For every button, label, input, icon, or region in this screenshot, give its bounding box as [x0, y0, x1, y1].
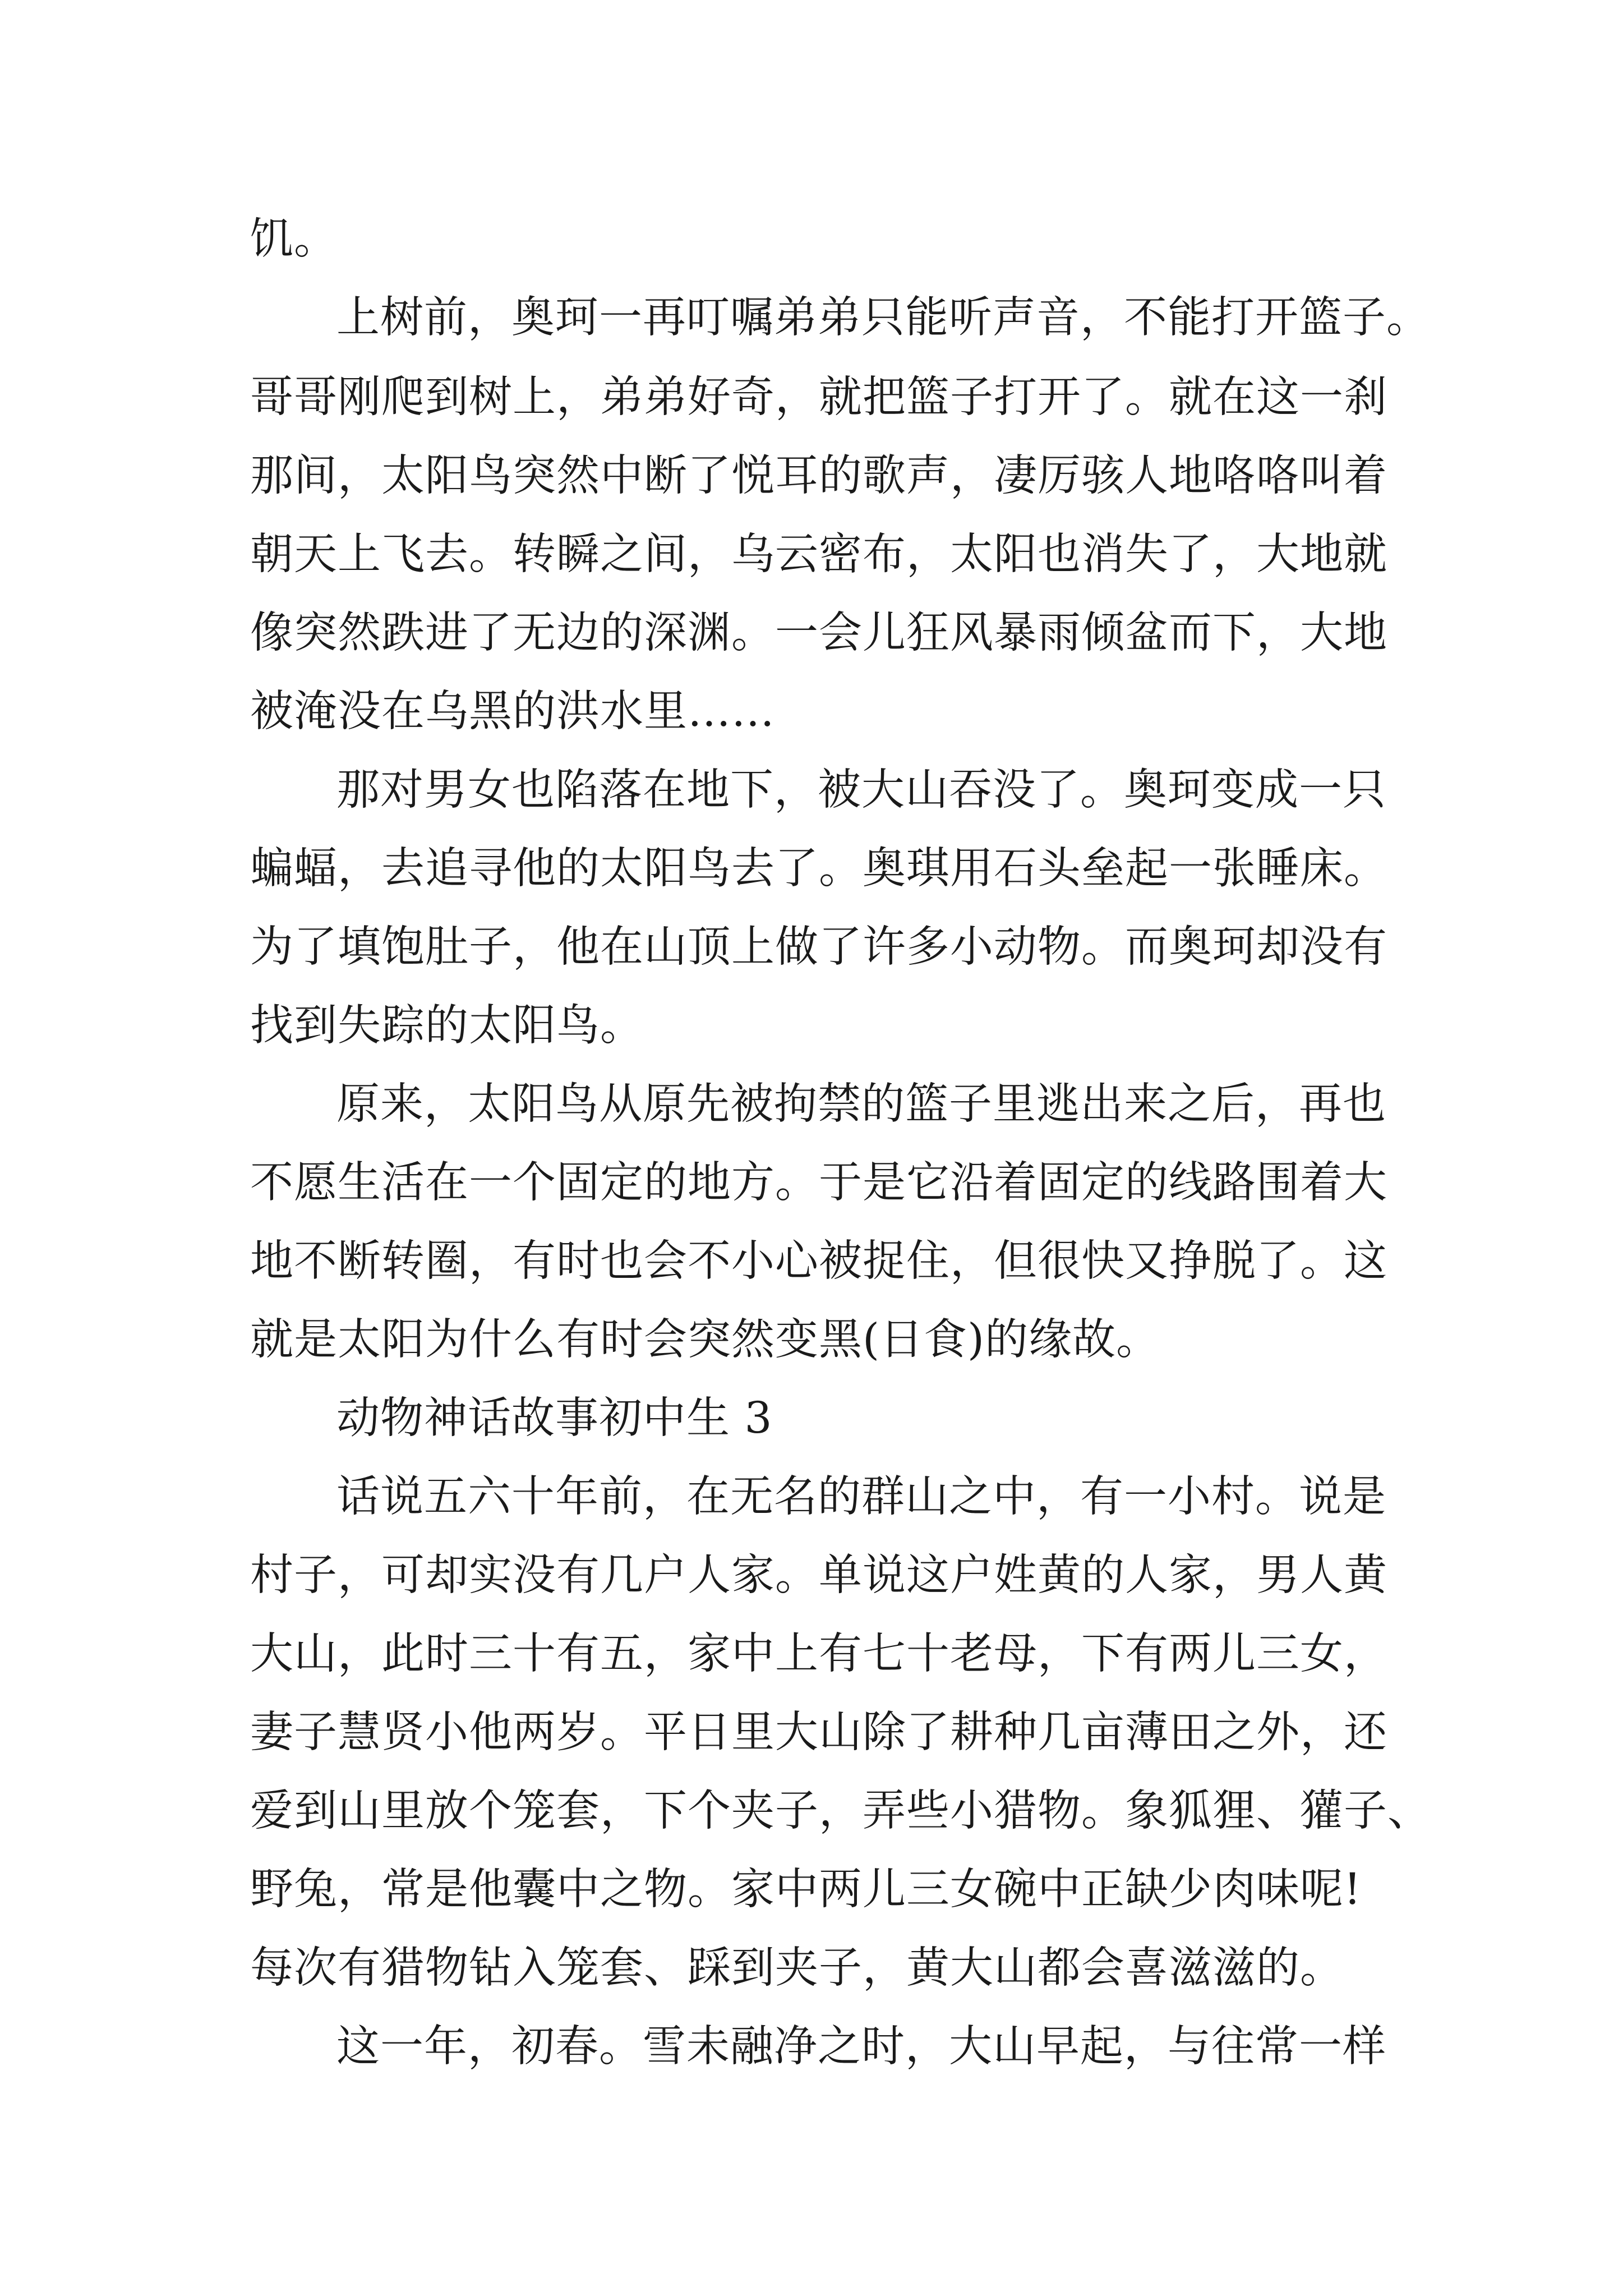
paragraph-start-line: 这一年，初春。雪未融净之时，大山早起，与往常一样 [336, 2022, 1386, 2072]
text-line: 爱到山里放个笼套，下个夹子，弄些小猎物。象狐狸、獾子、 [250, 1786, 1431, 1836]
text-line: 地不断转圈，有时也会不小心被捉住，但很快又挣脱了。这 [250, 1236, 1387, 1286]
text-line: 饥。 [250, 214, 338, 264]
text-line: 像突然跌进了无边的深渊。一会儿狂风暴雨倾盆而下，大地 [250, 608, 1387, 658]
paragraph-start-line: 话说五六十年前，在无名的群山之中，有一小村。说是 [336, 1472, 1386, 1522]
text-line: 为了填饱肚子，他在山顶上做了许多小动物。而奥珂却没有 [250, 922, 1387, 972]
paragraph-start-line: 原来，太阳鸟从原先被拘禁的篮子里逃出来之后，再也 [336, 1079, 1386, 1129]
text-line: 每次有猎物钻入笼套、踩到夹子，黄大山都会喜滋滋的。 [250, 1943, 1344, 1993]
text-line: 野兔，常是他囊中之物。家中两儿三女碗中正缺少肉味呢! [250, 1865, 1362, 1915]
text-line: 哥哥刚爬到树上，弟弟好奇，就把篮子打开了。就在这一刹 [250, 372, 1387, 422]
text-line: 妻子慧贤小他两岁。平日里大山除了耕种几亩薄田之外，还 [250, 1708, 1387, 1757]
text-line: 那间，太阳鸟突然中断了悦耳的歌声，凄厉骇人地咯咯叫着 [250, 451, 1387, 501]
text-line: 村子，可却实没有几户人家。单说这户姓黄的人家，男人黄 [250, 1550, 1387, 1600]
text-line: 就是太阳为什么有时会突然变黑(日食)的缘故。 [250, 1315, 1160, 1365]
text-line: 朝天上飞去。转瞬之间，乌云密布，太阳也消失了，大地就 [250, 530, 1387, 579]
text-line: 蝙蝠，去追寻他的太阳鸟去了。奥琪用石头垒起一张睡床。 [250, 844, 1387, 894]
paragraph-start-line: 那对男女也陷落在地下，被大山吞没了。奥珂变成一只 [336, 765, 1386, 815]
text-line: 不愿生活在一个固定的地方。于是它沿着固定的线路围着大 [250, 1158, 1387, 1208]
text-line: 找到失踪的太阳鸟。 [250, 1001, 644, 1051]
paragraph-start-line: 上树前，奥珂一再叮嘱弟弟只能听声音，不能打开篮子。 [336, 293, 1430, 343]
text-line: 大山，此时三十有五，家中上有七十老母，下有两儿三女， [250, 1629, 1387, 1679]
section-heading: 动物神话故事初中生 3 [336, 1393, 773, 1443]
text-line: 被淹没在乌黑的洪水里…… [250, 687, 775, 737]
